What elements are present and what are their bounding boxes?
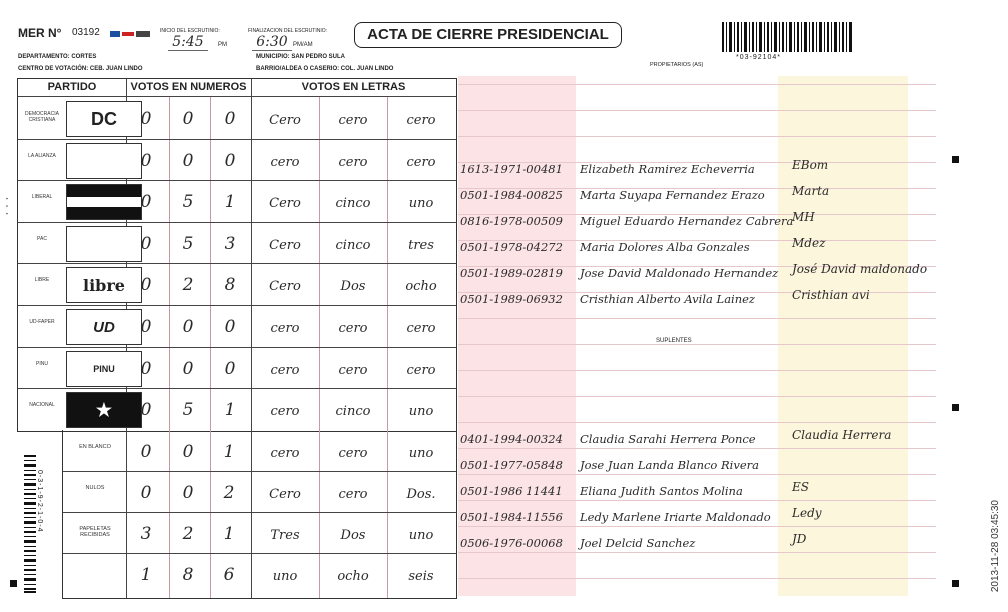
document-title: ACTA DE CIERRE PRESIDENCIAL — [354, 22, 622, 48]
vote-digit: 0 — [224, 358, 236, 379]
vote-word: cero — [406, 154, 436, 170]
party-logo-icon: DC — [66, 101, 142, 137]
barrio: BARRIO/ALDEA O CASERIO: COL. JUAN LINDO — [256, 66, 394, 72]
form-rule — [458, 422, 936, 423]
vote-digit: 0 — [140, 483, 152, 503]
party-name: LIBERAL — [31, 194, 53, 201]
party-logo-icon: ★ — [66, 392, 142, 428]
row-divider — [63, 553, 456, 554]
form-rule — [458, 578, 936, 579]
form-rule — [458, 84, 936, 85]
member-name: Miguel Eduardo Hernandez Cabrera — [580, 214, 794, 228]
vote-digit: 0 — [140, 150, 152, 171]
vote-digit: 0 — [140, 358, 152, 379]
party-name: PAC — [37, 235, 47, 242]
inicio-time: 5:45 — [168, 34, 208, 51]
vote-word: Cero — [269, 279, 301, 295]
vote-digit: 3 — [140, 524, 152, 544]
vote-word: cero — [270, 362, 300, 378]
row-divider — [18, 263, 456, 264]
vote-digit: 0 — [182, 109, 194, 129]
col-letras: VOTOS EN LETRAS — [301, 81, 406, 93]
member-id: 0501-1984-11556 — [460, 510, 563, 524]
member-id: 0401-1994-00324 — [460, 432, 563, 446]
vote-word: cero — [338, 446, 368, 461]
vote-digit: 1 — [224, 400, 236, 421]
vote-digit: 0 — [140, 233, 152, 254]
party-logo-icon: PINU — [66, 351, 142, 387]
row-divider — [18, 347, 456, 348]
vote-digit: 0 — [140, 317, 152, 337]
member-name: Marta Suyapa Fernandez Erazo — [580, 188, 765, 202]
form-rule — [458, 110, 936, 111]
vote-word: Dos — [340, 528, 366, 543]
vote-digit: 2 — [182, 275, 194, 296]
vote-word: ocho — [337, 569, 369, 584]
member-signature: ES — [792, 480, 809, 494]
vote-word: Dos. — [406, 487, 436, 502]
vote-word: cero — [270, 446, 300, 461]
alignment-mark — [952, 156, 959, 163]
vote-digit: 0 — [182, 483, 194, 503]
vote-digit: 0 — [140, 400, 152, 421]
vote-digit: 0 — [140, 442, 152, 462]
row-divider — [63, 512, 456, 513]
row-divider — [18, 305, 456, 306]
member-id: 1613-1971-00481 — [460, 162, 563, 176]
vote-word: cinco — [335, 196, 371, 212]
vote-digit: 2 — [182, 524, 194, 544]
party-name: LA ALIANZA — [28, 152, 56, 159]
vote-digit: 2 — [223, 483, 235, 503]
member-signature: Mdez — [792, 236, 826, 250]
mer-label: MER N° — [18, 26, 62, 40]
party-name: DEMOCRACIA CRISTIANA — [25, 111, 59, 123]
row-divider — [18, 388, 456, 389]
vote-word: tres — [408, 237, 434, 253]
member-name: Elizabeth Ramirez Echeverria — [580, 162, 755, 176]
form-rule — [458, 396, 936, 397]
member-name: Jose Juan Landa Blanco Rivera — [580, 458, 760, 472]
form-rule — [458, 500, 936, 501]
member-signature: EBom — [792, 158, 829, 172]
party-name: UD-FAPER — [29, 319, 55, 325]
total-row-label: EN BLANCO — [79, 444, 111, 450]
party-name: NACIONAL — [29, 402, 55, 409]
form-rule — [458, 344, 936, 345]
scan-timestamp: 2013-11-28 03:45:30 — [990, 500, 1001, 593]
vote-digit: 1 — [140, 565, 152, 585]
vote-digit: 1 — [223, 524, 235, 544]
party-logo-icon: UD — [66, 309, 142, 345]
alignment-mark — [10, 580, 17, 587]
vote-digit: 6 — [223, 565, 235, 585]
form-rule — [458, 474, 936, 475]
vote-digit: 8 — [224, 275, 236, 296]
vote-word: cero — [338, 321, 368, 336]
vote-digit: 3 — [224, 233, 236, 254]
member-signature: Cristhian avi — [792, 288, 870, 302]
vote-digit: 0 — [182, 150, 194, 171]
vote-digit: 0 — [182, 442, 194, 462]
vote-digit: 0 — [182, 358, 194, 379]
vote-word: cero — [406, 113, 436, 128]
party-logo-icon: libre — [66, 267, 142, 303]
vote-word: ocho — [405, 279, 437, 295]
member-signature: MH — [792, 210, 815, 224]
vertical-barcode-number: 0-3-1-9-2-1-0-4 — [36, 470, 43, 533]
departamento: DEPARTAMENTO: CORTES — [18, 54, 97, 60]
vote-digit: 1 — [224, 192, 236, 213]
vote-word: uno — [272, 569, 298, 584]
party-name: PINU — [36, 360, 48, 367]
col-numeros: VOTOS EN NUMEROS — [130, 81, 247, 93]
vote-table — [17, 78, 457, 432]
vote-digit: 1 — [223, 442, 235, 462]
member-signature: Marta — [792, 184, 830, 198]
totals-table — [62, 430, 457, 599]
member-id: 0816-1978-00509 — [460, 214, 563, 228]
vote-word: uno — [408, 528, 434, 543]
vote-digit: 0 — [140, 109, 152, 129]
member-signature: José David maldonado — [792, 262, 928, 276]
vote-word: cero — [338, 487, 368, 502]
member-signature: JD — [792, 532, 807, 546]
member-name: Jose David Maldonado Hernandez — [580, 266, 779, 280]
inicio-label: INICIO DEL ESCRUTINIO: — [160, 28, 220, 34]
vote-word: Cero — [269, 113, 301, 128]
vote-digit: 0 — [224, 150, 236, 171]
vote-digit: 0 — [182, 317, 194, 337]
member-signature: Ledy — [792, 506, 822, 520]
form-rule — [458, 370, 936, 371]
form-rule — [458, 136, 936, 137]
election-logo-icon — [110, 29, 152, 39]
vote-word: seis — [408, 569, 434, 584]
member-id: 0501-1977-05848 — [460, 458, 563, 472]
member-signature: Claudia Herrera — [792, 428, 892, 442]
inicio-ampm: PM — [218, 42, 227, 48]
form-rule — [458, 526, 936, 527]
final-label: FINALIZACION DEL ESCRUTINIO: — [248, 28, 327, 34]
member-name: Joel Delcid Sanchez — [580, 536, 696, 550]
vote-word: Cero — [269, 487, 301, 502]
party-name: LIBRE — [34, 277, 50, 284]
vote-word: cero — [406, 321, 436, 336]
member-name: Ledy Marlene Iriarte Maldonado — [580, 510, 771, 524]
vote-digit: 0 — [140, 192, 152, 213]
mer-number: 03192 — [72, 27, 100, 38]
member-id: 0506-1976-00068 — [460, 536, 563, 550]
member-name: Claudia Sarahi Herrera Ponce — [580, 432, 756, 446]
form-rule — [458, 318, 936, 319]
alignment-mark — [952, 404, 959, 411]
vote-word: cero — [270, 154, 300, 170]
vote-word: uno — [408, 446, 434, 461]
vote-digit: 0 — [140, 275, 152, 296]
member-id: 0501-1984-00825 — [460, 188, 563, 202]
row-divider — [18, 180, 456, 181]
member-name: Cristhian Alberto Avila Lainez — [580, 292, 755, 306]
form-rule — [458, 552, 936, 553]
vote-word: cero — [270, 404, 300, 420]
vote-word: uno — [408, 196, 434, 212]
row-divider — [18, 139, 456, 140]
member-name: Eliana Judith Santos Molina — [580, 484, 743, 498]
vote-word: cinco — [335, 404, 371, 420]
vertical-barcode-icon — [24, 455, 36, 593]
vote-digit: 0 — [224, 109, 236, 129]
vote-word: Dos — [340, 279, 366, 295]
vote-word: cero — [270, 321, 300, 336]
barcode-icon — [722, 22, 852, 52]
member-id: 0501-1978-04272 — [460, 240, 563, 254]
vote-word: Tres — [270, 528, 300, 543]
vote-digit: 0 — [224, 317, 236, 337]
vote-word: Cero — [269, 237, 301, 253]
barcode-number: *03-92104* — [736, 54, 782, 61]
col-partido: PARTIDO — [47, 81, 97, 93]
suplentes-label: SUPLENTES — [656, 338, 692, 344]
member-id: 0501-1989-06932 — [460, 292, 563, 306]
vote-word: cero — [338, 154, 368, 170]
vote-digit: 8 — [182, 565, 194, 585]
member-id: 0501-1989-02819 — [460, 266, 563, 280]
side-vertical-text: ▪ ▪ ▪ — [4, 195, 10, 216]
row-divider — [18, 222, 456, 223]
vote-digit: 5 — [182, 233, 194, 254]
row-divider — [63, 471, 456, 472]
member-name: Maria Dolores Alba Gonzales — [580, 240, 750, 254]
total-row-label: NULOS — [85, 485, 105, 491]
form-rule — [458, 448, 936, 449]
propietarios-label: PROPIETARIOS (AS) — [650, 62, 704, 68]
vote-word: cero — [338, 113, 368, 128]
vote-word: cero — [338, 362, 368, 378]
total-row-label: PAPELETAS RECIBIDAS — [79, 526, 111, 538]
vote-word: Cero — [269, 196, 301, 212]
vote-digit: 5 — [182, 192, 194, 213]
vote-word: cero — [406, 362, 436, 378]
vote-word: cinco — [335, 237, 371, 253]
centro-votacion: CENTRO DE VOTACIÓN: CEB. JUAN LINDO — [18, 66, 143, 72]
final-ampm: PM/AM — [293, 42, 313, 48]
final-time: 6:30 — [252, 34, 292, 51]
alignment-mark — [952, 580, 959, 587]
member-id: 0501-1986 11441 — [460, 484, 563, 498]
vote-word: uno — [408, 404, 434, 420]
vote-digit: 5 — [182, 400, 194, 421]
municipio: MUNICIPIO: SAN PEDRO SULA — [256, 54, 346, 60]
